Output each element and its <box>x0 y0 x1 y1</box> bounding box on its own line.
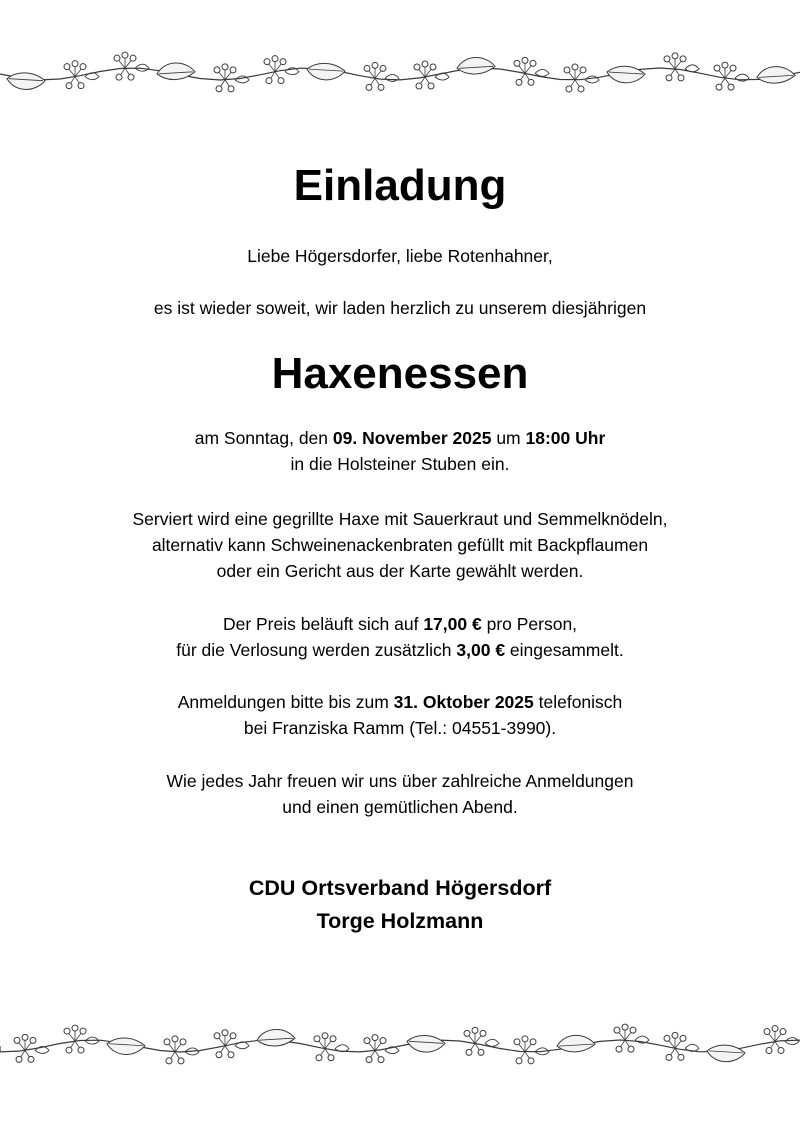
greeting: Liebe Högersdorfer, liebe Rotenhahner, <box>247 246 553 266</box>
signature-person: Torge Holzmann <box>316 909 484 933</box>
leaf-garland-top <box>0 44 800 104</box>
signature-organization: CDU Ortsverband Högersdorf <box>248 876 552 900</box>
closing-line-1: Wie jedes Jahr freuen wir uns über zahlreiche Anmeldungen <box>166 771 634 791</box>
registration-deadline: 31. Oktober 2025 <box>393 692 534 712</box>
menu-line-1: Serviert wird eine gegrillte Haxe mit Sauerkraut und Semmelknödeln, <box>132 509 668 529</box>
document-title: Einladung <box>293 161 507 210</box>
price-per-person: 17,00 € <box>423 614 482 634</box>
event-time: 18:00 Uhr <box>525 428 606 448</box>
menu-line-2: alternativ kann Schweinenackenbraten gefüllt mit Backpflaumen <box>151 535 649 555</box>
date-line: am Sonntag, den 09. November 2025 um 18:00 Uhr <box>194 428 606 448</box>
leaf-garland-bottom <box>0 1016 800 1076</box>
closing-line-2: und einen gemütlichen Abend. <box>282 797 518 817</box>
menu-line-3: oder ein Gericht aus der Karte gewählt werden. <box>216 561 584 581</box>
intro-text: es ist wieder soweit, wir laden herzlich zu unserem diesjährigen <box>153 298 647 318</box>
price-line-2: für die Verlosung werden zusätzlich 3,00 € eingesammelt. <box>176 640 624 660</box>
venue-line: in die Holsteiner Stuben ein. <box>290 454 510 474</box>
event-date: 09. November 2025 <box>332 428 492 448</box>
registration-line-2: bei Franziska Ramm (Tel.: 04551-3990). <box>243 718 557 738</box>
price-line-1: Der Preis beläuft sich auf 17,00 € pro Person, <box>222 614 578 634</box>
registration-line-1: Anmeldungen bitte bis zum 31. Oktober 2025 telefonisch <box>177 692 623 712</box>
raffle-price: 3,00 € <box>456 640 506 660</box>
event-name: Haxenessen <box>271 349 529 398</box>
